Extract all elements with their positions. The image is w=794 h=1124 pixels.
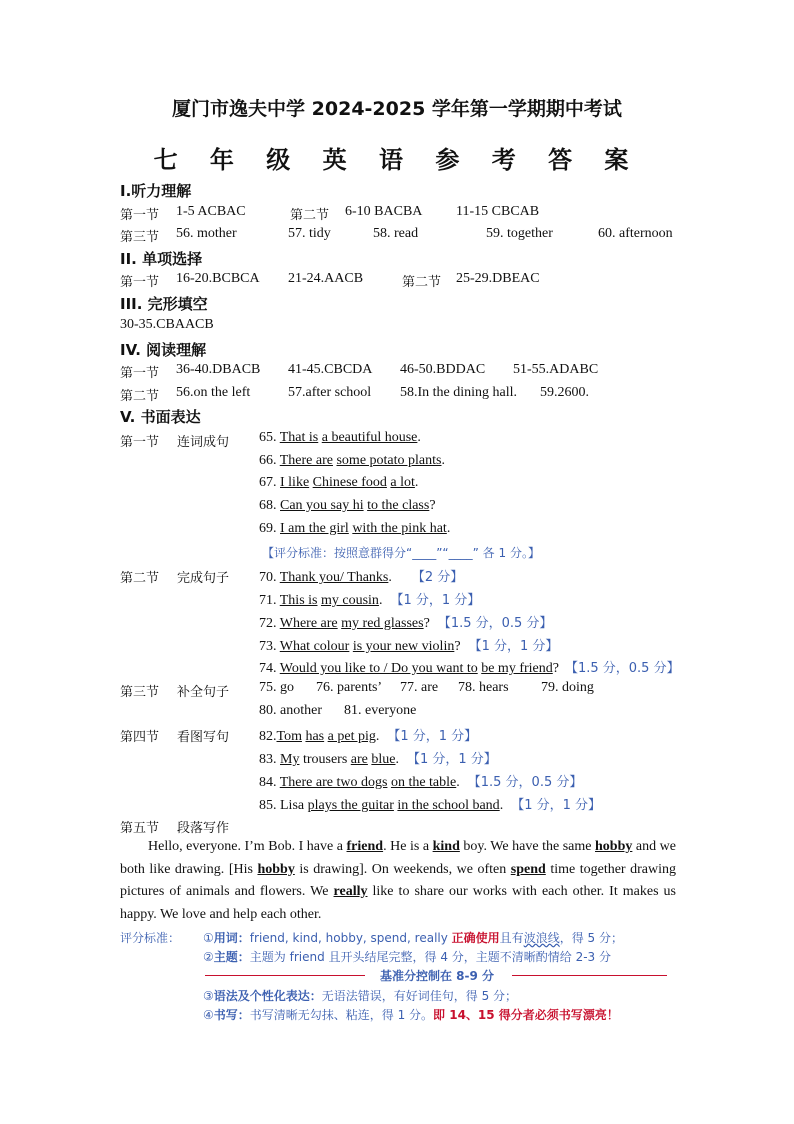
section-cloze-heading: III. 完形填空: [120, 295, 208, 313]
score-note: 【1.5 分，0.5 分】: [437, 616, 553, 631]
score-note: 【1.5 分，0.5 分】: [564, 661, 680, 676]
answer: 6-10 BACBA: [345, 204, 423, 219]
answer-84: 84. There are two dogs on the table. 【1.5 分，0.5 分】: [259, 775, 583, 790]
answer: 25-29.DBEAC: [456, 271, 540, 286]
score-note: 【1 分，1 分】: [511, 798, 601, 813]
part-label: 第一节: [120, 208, 160, 223]
completion-row-1: [259, 680, 594, 696]
answer: 80. another: [259, 703, 322, 718]
criterion-4: ④书写：书写清晰无勾抹、粘连，得 1 分。即 14、15 得分者必须书写漂亮！: [203, 1008, 619, 1022]
part-label: 第一节: [120, 275, 160, 290]
score-note: 【1 分，1 分】: [387, 729, 478, 744]
answer-83: 83. My trousers are blue. 【1 分，1 分】: [259, 752, 497, 767]
answer: 57. tidy: [288, 226, 331, 241]
reading-row-1: [120, 362, 599, 382]
exam-title: 厦门市逸夫中学 2024-2025 学年第一学期期中考试: [172, 98, 622, 120]
criteria-label: 评分标准：: [120, 931, 181, 945]
answer-68: 68. Can you say hi to the class?: [259, 498, 436, 513]
section-writing-heading: V. 书面表达: [120, 408, 201, 426]
part-label: 第三节: [120, 230, 160, 245]
answer: 51-55.ADABC: [513, 362, 599, 377]
section-reading-heading: IV. 阅读理解: [120, 341, 207, 359]
answer-73: 73. What colour is your new violin? 【1 分，1 分】: [259, 639, 559, 654]
answer: 60. afternoon: [598, 226, 673, 241]
part-label: 第一节: [120, 366, 160, 381]
criterion-2: ②主题：主题为 friend 且开头结尾完整，得 4 分，主题不清晰酌情给 2-3 分: [203, 950, 612, 964]
part-name: 连词成句: [177, 435, 230, 450]
part-name: 段落写作: [177, 821, 230, 836]
answer: 1-5 ACBAC: [176, 204, 246, 219]
answer: 75. go: [259, 680, 294, 695]
answer: 56.on the left: [176, 385, 251, 400]
answer-82: 82.Tom has a pet pig. 【1 分，1 分】: [259, 729, 478, 744]
divider: [205, 975, 365, 976]
score-note: 【1 分，1 分】: [390, 593, 481, 608]
part-label: 第二节: [120, 389, 160, 404]
answer: 46-50.BDDAC: [400, 362, 486, 377]
answer-key-title: 七 年 级 英 语 参 考 答 案: [153, 146, 641, 174]
criterion-1: ①用词：friend, kind, hobby, spend, really 正确使用且有波浪线，得 5 分；: [203, 931, 623, 945]
reading-row-2: [120, 385, 589, 405]
answer: 57.after school: [288, 385, 372, 400]
answer-67: 67. I like Chinese food a lot.: [259, 475, 419, 490]
part-label: 第二节: [402, 275, 442, 290]
answer-70: 70. Thank you/ Thanks. 【2 分】: [259, 570, 464, 585]
answer: 76. parents’: [316, 680, 383, 695]
listening-row-1: [120, 204, 540, 224]
part-label: 第一节: [120, 435, 160, 450]
answer: 21-24.AACB: [288, 271, 364, 286]
part-name: 补全句子: [177, 685, 230, 700]
part-label: 第二节: [120, 571, 160, 586]
divider: [512, 975, 667, 976]
cloze-answer: 30-35.CBAACB: [120, 317, 214, 332]
answer: 56. mother: [176, 226, 237, 241]
answer-65: 65. That is a beautiful house.: [259, 430, 421, 445]
score-note: 【1 分，1 分】: [468, 639, 559, 654]
answer: 79. doing: [541, 680, 594, 695]
part-name: 完成句子: [177, 571, 230, 586]
criterion-3: ③语法及个性化表达：无语法错误，有好词佳句，得 5 分；: [203, 989, 518, 1003]
answer-85: 85. Lisa plays the guitar in the school band. 【1 分，1 分】: [259, 798, 601, 813]
answer: 11-15 CBCAB: [456, 204, 540, 219]
answer: 16-20.BCBCA: [176, 271, 260, 286]
section-single-choice-heading: II. 单项选择: [120, 250, 203, 268]
model-essay: Hello, everyone. I’m Bob. I have a friend. He is a kind boy. We have the same hobby and we both like drawing. [His hobby is drawing]. On weekends, we often spend time together drawing pictures of animals and flowers. We really like to share our works with each other. It makes us happy. We love and help each other.: [120, 839, 677, 922]
baseline-score-note: 基准分控制在 8-9 分: [380, 969, 495, 983]
answer: 36-40.DBACB: [176, 362, 261, 377]
answer-72: 72. Where are my red glasses? 【1.5 分，0.5 分】: [259, 616, 553, 631]
score-note: 【2 分】: [411, 570, 464, 585]
part-label: 第五节: [120, 821, 160, 836]
answer: 59.2600.: [540, 385, 589, 400]
score-note: 【1.5 分，0.5 分】: [467, 775, 583, 790]
single-choice-row: [120, 271, 540, 291]
scoring-criteria-note: 【评分标准：按照意群得分“____”“____” 各 1 分。】: [262, 546, 540, 560]
part-name: 看图写句: [177, 730, 230, 745]
part-label: 第三节: [120, 685, 160, 700]
answer-69: 69. I am the girl with the pink hat.: [259, 521, 451, 536]
answer: 77. are: [400, 680, 439, 695]
part-label: 第四节: [120, 730, 160, 745]
answer: 58. read: [373, 226, 419, 241]
part-label: 第二节: [290, 208, 330, 223]
answer-71: 71. This is my cousin. 【1 分，1 分】: [259, 593, 481, 608]
answer: 58.In the dining hall.: [400, 385, 518, 400]
listening-row-2: [120, 226, 673, 246]
answer: 81. everyone: [344, 703, 417, 718]
answer: 41-45.CBCDA: [288, 362, 373, 377]
completion-row-2: [259, 703, 417, 719]
section-listening-heading: I.听力理解: [120, 182, 192, 200]
answer: 78. hears: [458, 680, 509, 695]
score-note: 【1 分，1 分】: [406, 752, 497, 767]
answer: 59. together: [486, 226, 553, 241]
answer-74: 74. Would you like to / Do you want to be my friend? 【1.5 分，0.5 分】: [259, 661, 680, 676]
answer-66: 66. There are some potato plants.: [259, 453, 445, 468]
